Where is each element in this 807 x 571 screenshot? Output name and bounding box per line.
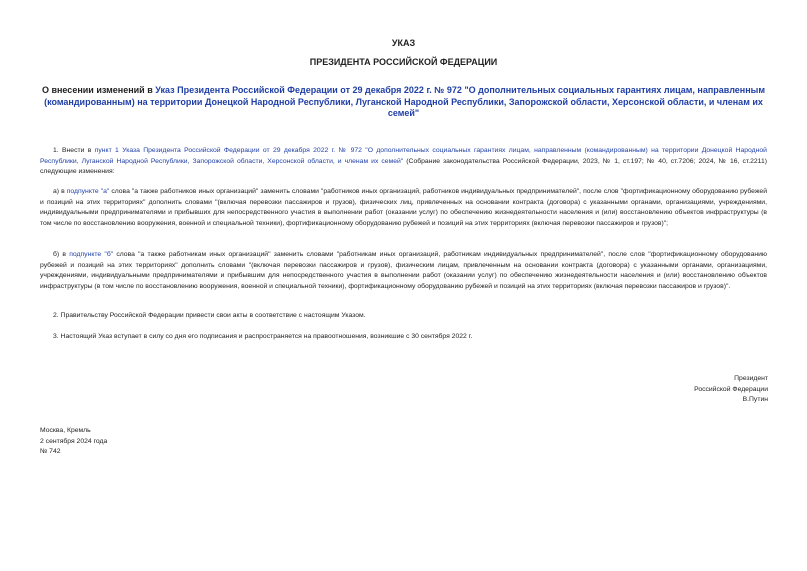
subtitle-decree-link[interactable]: Указ Президента Российской Федерации от 29 декабря 2022 г. № 972 "О дополнительных социальных гарантиях лицам, направленным (командированным) на территории Донецкой Народной Республики, Луганской Народной Республики, Запорожской области, Херсонской области, и членам их семей" — [44, 85, 766, 118]
paragraph-2: 2. Правительству Российской Федерации привести свои акты в соответствие с настоящим Указом. — [53, 312, 366, 319]
paragraph-1 — [40, 146, 767, 178]
signature-country: Российской Федерации — [694, 385, 768, 393]
subpoint-b-link[interactable]: подпункте "б" — [69, 251, 114, 258]
document-issuer: ПРЕЗИДЕНТА РОССИЙСКОЙ ФЕДЕРАЦИИ — [309, 57, 498, 67]
paragraph-b — [40, 250, 767, 292]
document-subtitle — [40, 85, 767, 120]
paragraph-1-suffix: (Собрание законодательства Российской Федерации, 2023, № 1, ст.197; № 40, ст.7206; 2024, № 16, ст.2211) следующие изменения: — [40, 157, 768, 176]
footer-number: № 742 — [40, 448, 61, 456]
paragraph-1-prefix: 1. Внести в — [53, 147, 95, 154]
decree-972-link[interactable]: Указа Президента Российской Федерации от 29 декабря 2022 г. № 972 "О дополнительных социальных гарантиях лицам, направленным (командированным) на территории Донецкой Народной Республики, Луганской Народной Республики, Запорожской области, Херсонской области, и членам их семей" — [40, 147, 767, 165]
paragraph-b-prefix: б) в — [53, 251, 70, 258]
signature-title: Президент — [734, 375, 768, 382]
signature-name: В.Путин — [742, 396, 768, 404]
paragraph-a — [40, 187, 767, 229]
paragraph-b-text: слова "а также работникам иных организаций" заменить словами "работникам иных организаций, работникам индивидуальных предпринимателей", после слов "фортификационному оборудованию рубежей и позиций на этих территориях" дополнить словами "(включая перевозки пассажиров и грузов), физическим лицам, привлеченным на основании контракта (договора) с указанными органами, организациями, учреждениями, индивидуальными предпринимателями и прибывшим для непосредственного участия в выполнении работ (оказании услуг) по обеспечению жизнедеятельности населения и (или) восстановлению объектов инфраструктуры (в том числе по восстановлению вооружения, военной и специальной техники), фортификационному оборудованию рубежей и позиций на этих территориях (включая перевозки пассажиров и грузов)". — [40, 251, 767, 290]
paragraph-a-prefix: а) в — [53, 188, 67, 195]
document-footer — [40, 426, 240, 458]
point-1-link[interactable]: пункт 1 — [94, 147, 119, 154]
document-title: УКАЗ — [391, 38, 416, 48]
subtitle-prefix: О внесении изменений в — [41, 85, 156, 95]
paragraph-3: 3. Настоящий Указ вступает в силу со дня его подписания и распространяется на правоотношения, возникшие с 30 сентября 2022 г. — [53, 333, 473, 340]
footer-place: Москва, Кремль — [40, 427, 91, 434]
signature-block — [568, 374, 768, 406]
footer-date: 2 сентября 2024 года — [40, 437, 108, 445]
paragraph-a-text: слова "а также работников иных организаций" заменить словами "работников иных организаций, работников индивидуальных предпринимателей", после слов "фортификационному оборудованию рубежей и позиций на этих территориях" дополнить словами "(включая перевозки пассажиров и грузов), физических лиц, привлеченных на основании контракта (договора) с указанными органами, организациями, учреждениями, индивидуальными предпринимателями и прибывших для непосредственного участия в выполнении работ (оказании услуг) по обеспечению жизнедеятельности населения и (или) восстановлению объектов инфраструктуры (в том числе по восстановлению вооружения, военной и специальной техники), фортификационному оборудованию рубежей и позиций на этих территориях (включая перевозки пассажиров и грузов)"; — [40, 188, 767, 227]
subpoint-a-link[interactable]: подпункте "а" — [66, 188, 110, 195]
